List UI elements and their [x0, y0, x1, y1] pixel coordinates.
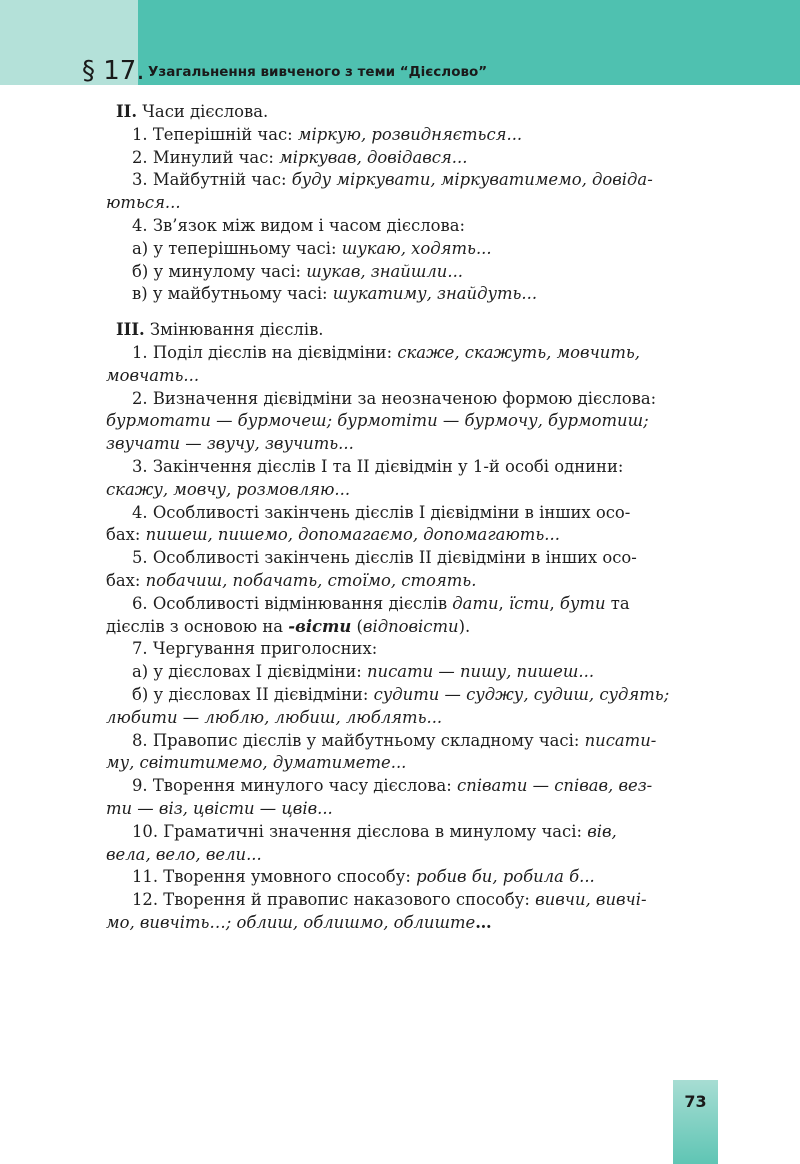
- list-item-continuation: [106, 192, 718, 215]
- item-example: вела, вело, вели...: [106, 844, 262, 864]
- list-item: [106, 502, 718, 525]
- suffix-highlight: -вісти: [288, 616, 352, 636]
- item-label: а) у дієсловах І дієвідміни:: [132, 662, 367, 682]
- list-subitem: [106, 283, 718, 306]
- item-example: буду міркувати, міркуватимемо, довіда-: [291, 170, 653, 190]
- item-label: а) у теперішньому часі:: [132, 238, 342, 258]
- item-label: 4. Зв’язок між видом і часом дієслова:: [132, 215, 466, 235]
- item-example: пишеш, пишемо, допомагаємо, допомагають...: [145, 525, 560, 545]
- item-example: міркую, розвидняється...: [297, 124, 523, 144]
- list-item-continuation: [106, 410, 718, 433]
- page-content: [106, 101, 718, 935]
- list-item-continuation: [106, 844, 718, 867]
- list-item: [106, 821, 718, 844]
- list-item-continuation: [106, 479, 718, 502]
- list-item-continuation: [106, 570, 718, 593]
- ellipsis: …: [475, 912, 492, 932]
- heading-conjugation: [106, 319, 718, 342]
- item-example: міркував, довідався...: [279, 147, 468, 167]
- list-item: [106, 388, 718, 411]
- item-label: 12. Творення й правопис наказового способу:: [132, 890, 536, 910]
- item-label: 2. Визначення дієвідміни за неозначеною формою дієслова:: [132, 388, 657, 408]
- item-example: вивчи, вивчі-: [535, 890, 647, 910]
- item-example: співати — співав, вез-: [457, 776, 653, 796]
- item-example: шукатиму, знайдуть...: [332, 284, 538, 304]
- list-item-continuation: [106, 616, 718, 639]
- list-item-continuation: [106, 365, 718, 388]
- list-item-continuation: [106, 433, 718, 456]
- item-label: 3. Майбутній час:: [132, 170, 292, 190]
- item-example: шукаю, ходять...: [341, 238, 492, 258]
- list-item: [106, 147, 718, 170]
- item-example: скаже, скажуть, мовчить,: [397, 342, 640, 362]
- item-example: дати: [452, 593, 499, 613]
- section-number: § 17.: [82, 56, 145, 86]
- item-label: 8. Правопис дієслів у майбутньому складному часі:: [132, 730, 585, 750]
- list-subitem: [106, 238, 718, 261]
- list-item: [106, 730, 718, 753]
- section-title: Узагальнення вивченого з теми “Дієслово”: [148, 64, 488, 80]
- list-item-continuation: [106, 912, 718, 935]
- punctuation: (: [351, 616, 363, 636]
- item-example: писати-: [584, 730, 657, 750]
- list-item: [106, 638, 718, 661]
- heading-text: Змінювання дієслів.: [144, 320, 324, 340]
- item-example: любити — люблю, любиш, люблять...: [106, 707, 443, 727]
- item-example: бути: [559, 593, 606, 613]
- heading-text: Часи дієслова.: [137, 102, 269, 121]
- list-item-continuation: [106, 707, 718, 730]
- item-example: побачиш, побачать, стоїмо, стоять.: [145, 570, 477, 590]
- list-subitem: [106, 661, 718, 684]
- list-item: [106, 215, 718, 238]
- punctuation: ).: [458, 616, 471, 636]
- punctuation: ,: [498, 593, 509, 613]
- item-label: б) у минулому часі:: [132, 261, 307, 281]
- item-label: бах:: [106, 525, 146, 545]
- list-item: [106, 889, 718, 912]
- item-example: шукав, знайшли...: [306, 261, 463, 281]
- item-label: 1. Теперішній час:: [132, 124, 298, 144]
- item-label: 2. Минулий час:: [132, 147, 280, 167]
- item-example: ються...: [106, 193, 181, 213]
- heading-tenses: [106, 101, 718, 124]
- item-example: звучати — звучу, звучить...: [106, 434, 354, 454]
- list-item: [106, 124, 718, 147]
- list-item: [106, 456, 718, 479]
- item-label: 3. Закінчення дієслів І та ІІ дієвідмін у 1-й особі однини:: [132, 456, 624, 476]
- heading-number: ІІІ.: [116, 320, 145, 340]
- list-item: [106, 775, 718, 798]
- item-label: дієслів з основою на: [106, 616, 289, 636]
- item-label: 5. Особливості закінчень дієслів ІІ дієвідміни в інших осо-: [132, 548, 637, 568]
- item-example: вів,: [587, 821, 617, 841]
- item-example: їсти: [508, 593, 550, 613]
- item-label: 10. Граматичні значення дієслова в минулому часі:: [132, 821, 588, 841]
- item-example: писати — пишу, пишеш...: [367, 662, 595, 682]
- item-example: мовчать...: [106, 365, 200, 385]
- item-label: 4. Особливості закінчень дієслів І дієвідміни в інших осо-: [132, 502, 631, 522]
- list-item: [106, 866, 718, 889]
- item-label: 7. Чергування приголосних:: [132, 639, 378, 659]
- item-example: му, світитимемо, думатимете...: [106, 753, 407, 773]
- list-item: [106, 593, 718, 616]
- item-label: 6. Особливості відмінювання дієслів: [132, 593, 453, 613]
- item-label: в) у майбутньому часі:: [132, 284, 333, 304]
- list-item-continuation: [106, 752, 718, 775]
- item-label: 1. Поділ дієслів на дієвідміни:: [132, 342, 398, 362]
- item-example: скажу, мовчу, розмовляю...: [106, 479, 351, 499]
- item-label: б) у дієсловах ІІ дієвідміни:: [132, 684, 374, 704]
- list-item: [106, 547, 718, 570]
- list-subitem: [106, 261, 718, 284]
- list-item-continuation: [106, 798, 718, 821]
- list-item: [106, 342, 718, 365]
- item-example: ти — віз, цвісти — цвів...: [106, 798, 333, 818]
- item-label: бах:: [106, 570, 146, 590]
- item-label: 9. Творення минулого часу дієслова:: [132, 776, 458, 796]
- item-example: бурмотати — бурмочеш; бурмотіти — бурмочу, бурмотиш;: [106, 411, 649, 431]
- list-item-continuation: [106, 524, 718, 547]
- punctuation: та: [605, 593, 630, 613]
- item-example: відповісти: [362, 616, 459, 636]
- list-item: [106, 169, 718, 192]
- item-label: 11. Творення умовного способу:: [132, 867, 417, 887]
- page-number: 73: [684, 1092, 707, 1111]
- item-example: робив би, робила б...: [416, 867, 595, 887]
- list-subitem: [106, 684, 718, 707]
- heading-number: ІІ.: [116, 102, 138, 121]
- item-example: судити — суджу, судиш, судять;: [373, 684, 670, 704]
- punctuation: ,: [549, 593, 560, 613]
- item-example: мо, вивчіть…; облиш, облишмо, облиште: [106, 912, 476, 932]
